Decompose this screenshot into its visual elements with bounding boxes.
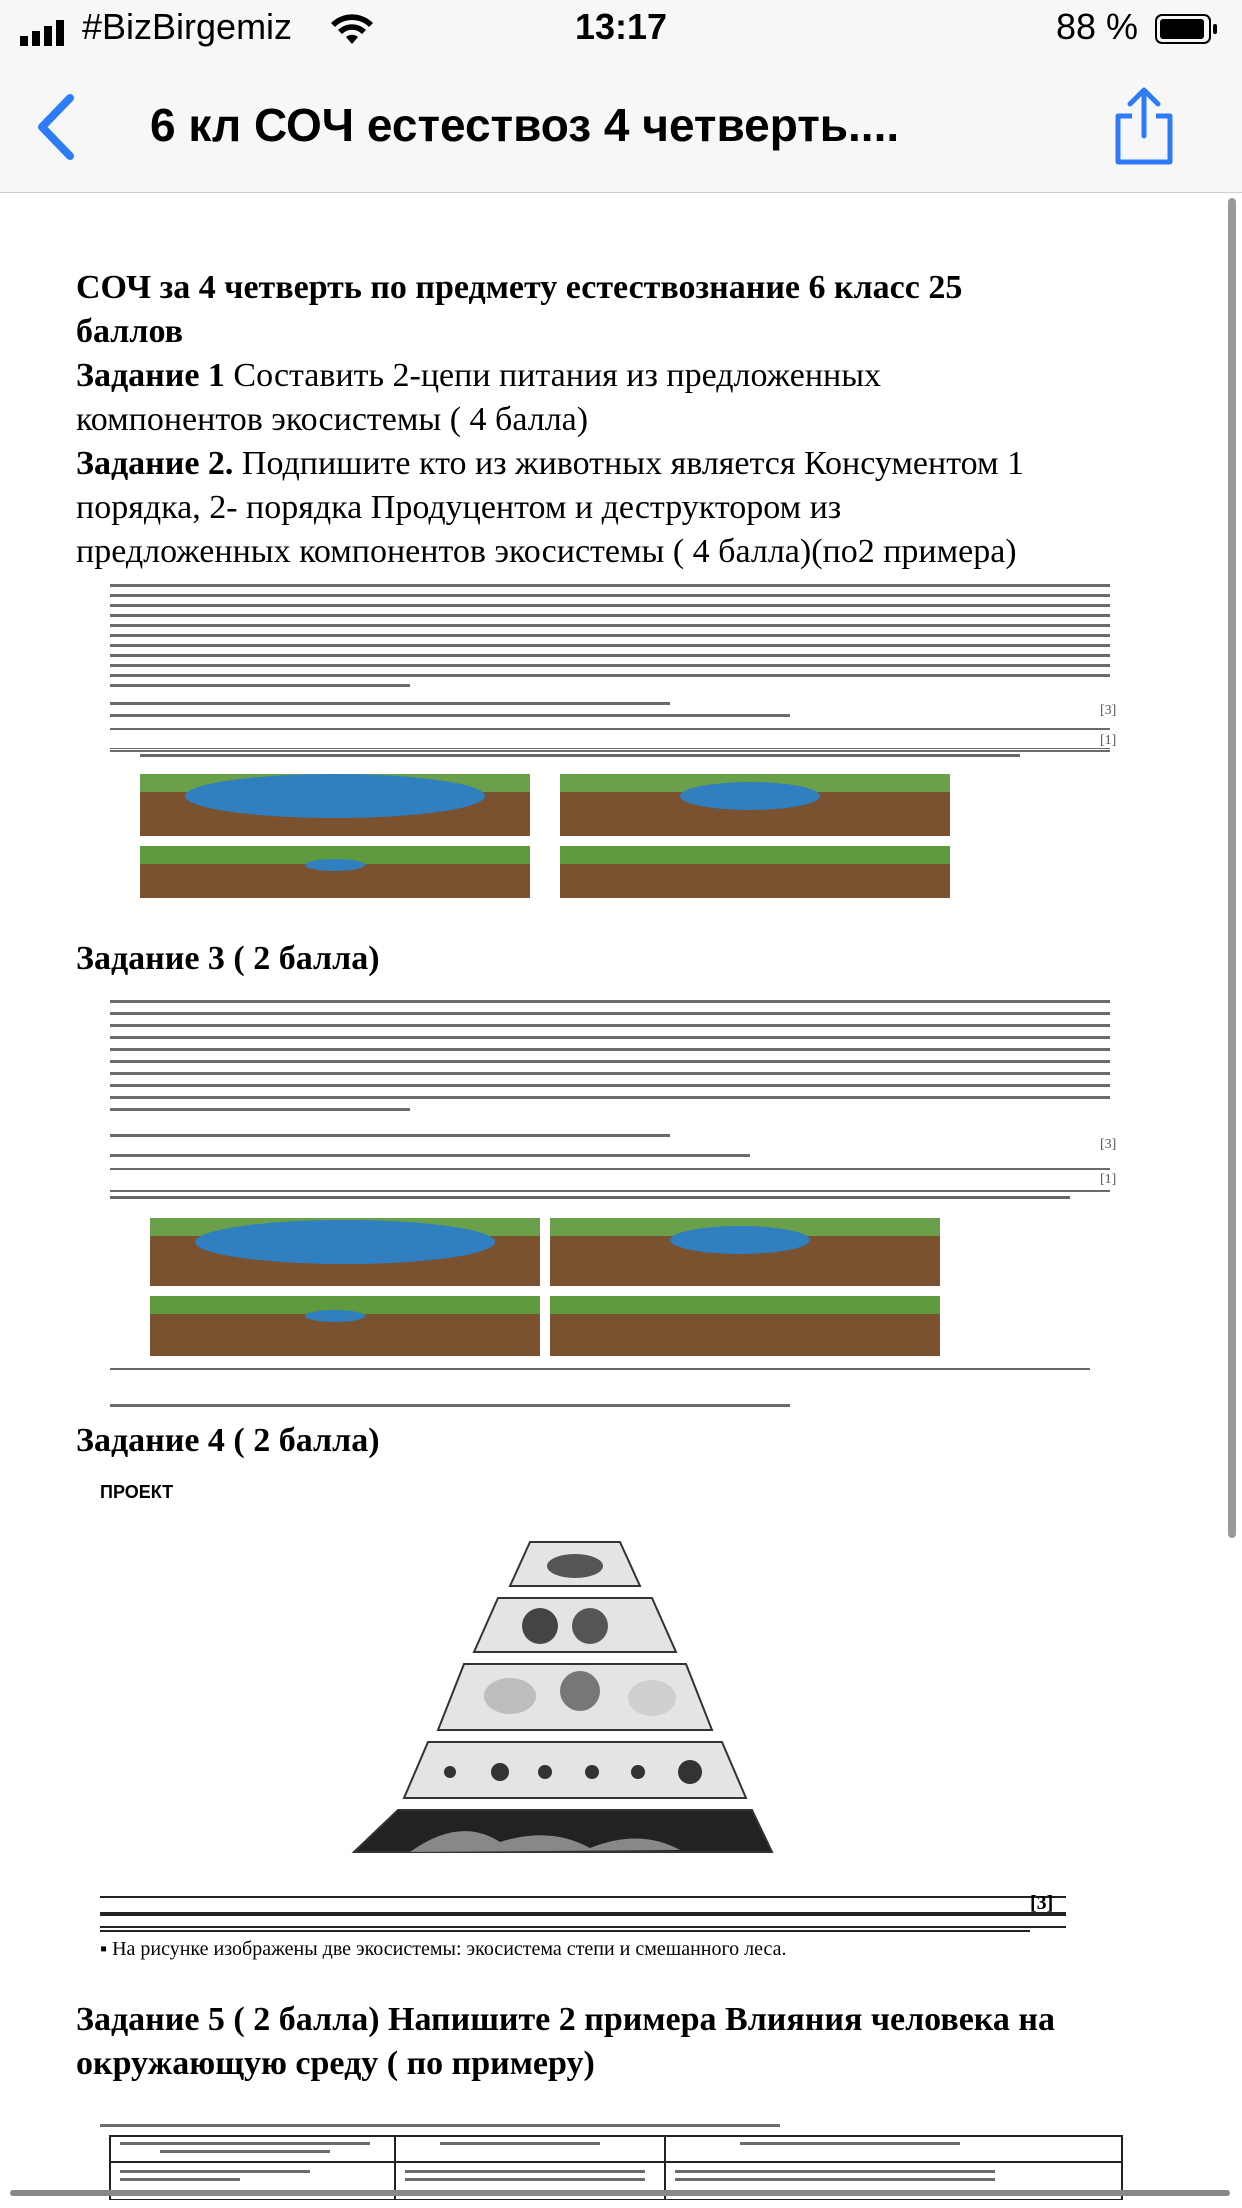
exam-title-line2: баллов	[76, 313, 183, 350]
task-4-heading: Задание 4 ( 2 балла)	[76, 1422, 380, 1459]
ecosystem-caption: ▪ На рисунке изображены две экосистемы: экосистема степи и смешанного леса.	[100, 1938, 787, 1960]
chevron-left-icon[interactable]	[34, 94, 78, 160]
landscape-a	[140, 774, 530, 836]
carrier-name: #BizBirgemiz	[82, 6, 293, 47]
navigation-bar	[0, 64, 1242, 193]
battery-icon	[1155, 14, 1219, 44]
landscape-b	[560, 774, 950, 836]
landscape-a2	[150, 1218, 540, 1286]
svg-text:[1]: [1]	[1100, 733, 1117, 748]
document-body	[76, 266, 1156, 574]
battery-percent: 88 %	[1056, 6, 1139, 47]
scanned-worksheet-2	[70, 978, 1150, 1408]
project-label: ПРОЕКТ	[100, 1482, 174, 1502]
bullet: ▪	[100, 1938, 113, 1960]
landscape-c	[140, 846, 530, 898]
clock: 13:17	[574, 6, 668, 47]
vertical-scrollbar[interactable]	[1228, 198, 1236, 1538]
task-2-line3: предложенных компонентов экосистемы ( 4 балла)(по2 примера)	[76, 533, 1017, 570]
scan-image	[70, 578, 1150, 898]
svg-text:[3]: [3]	[1100, 1137, 1117, 1152]
exam-title-line: СОЧ за 4 четверть по предмету естествознание 6 класс 25	[76, 269, 963, 306]
task-1: Задание 1 Составить 2-цепи питания из предложенных	[76, 357, 882, 394]
svg-text:[3]: [3]	[1100, 703, 1117, 718]
answer-line-5	[100, 1930, 1030, 1932]
task-2: Задание 2. Подпишите кто из животных является Консументом 1	[76, 445, 1024, 482]
landscape-d	[560, 846, 950, 898]
ecological-pyramid	[340, 1536, 820, 1856]
svg-text:[1]: [1]	[1100, 1172, 1117, 1187]
share-icon[interactable]	[1112, 86, 1176, 166]
task-3-heading: Задание 3 ( 2 балла)	[76, 940, 380, 977]
document-title: 6 кл СОЧ естествоз 4 четверть....	[150, 99, 900, 151]
horizontal-scrollbar[interactable]	[10, 2190, 1230, 2196]
answer-line	[100, 1926, 1066, 1928]
answer-line-2	[100, 1914, 1066, 1916]
landscape-c2	[150, 1296, 540, 1356]
task-5-heading	[76, 1998, 1055, 2086]
status-bar	[0, 0, 1242, 64]
landscape-b2	[550, 1218, 940, 1286]
task-2-line2: порядка, 2- порядка Продуцентом и деструктором из	[76, 489, 842, 526]
landscape-d2	[550, 1296, 940, 1356]
score-label: [3]	[1030, 1892, 1054, 1914]
answer-line-1	[100, 1896, 1066, 1898]
scan-image-2	[70, 978, 1150, 1408]
scanned-worksheet-1	[70, 578, 1150, 898]
task-5-line2: окружающую среду ( по примеру)	[76, 2045, 595, 2082]
example-table	[100, 2120, 1130, 2200]
task-5-line1: Задание 5 ( 2 балла) Напишите 2 примера Влияния человека на	[76, 2001, 1055, 2038]
task-1-line2: компонентов экосистемы ( 4 балла)	[76, 401, 589, 438]
